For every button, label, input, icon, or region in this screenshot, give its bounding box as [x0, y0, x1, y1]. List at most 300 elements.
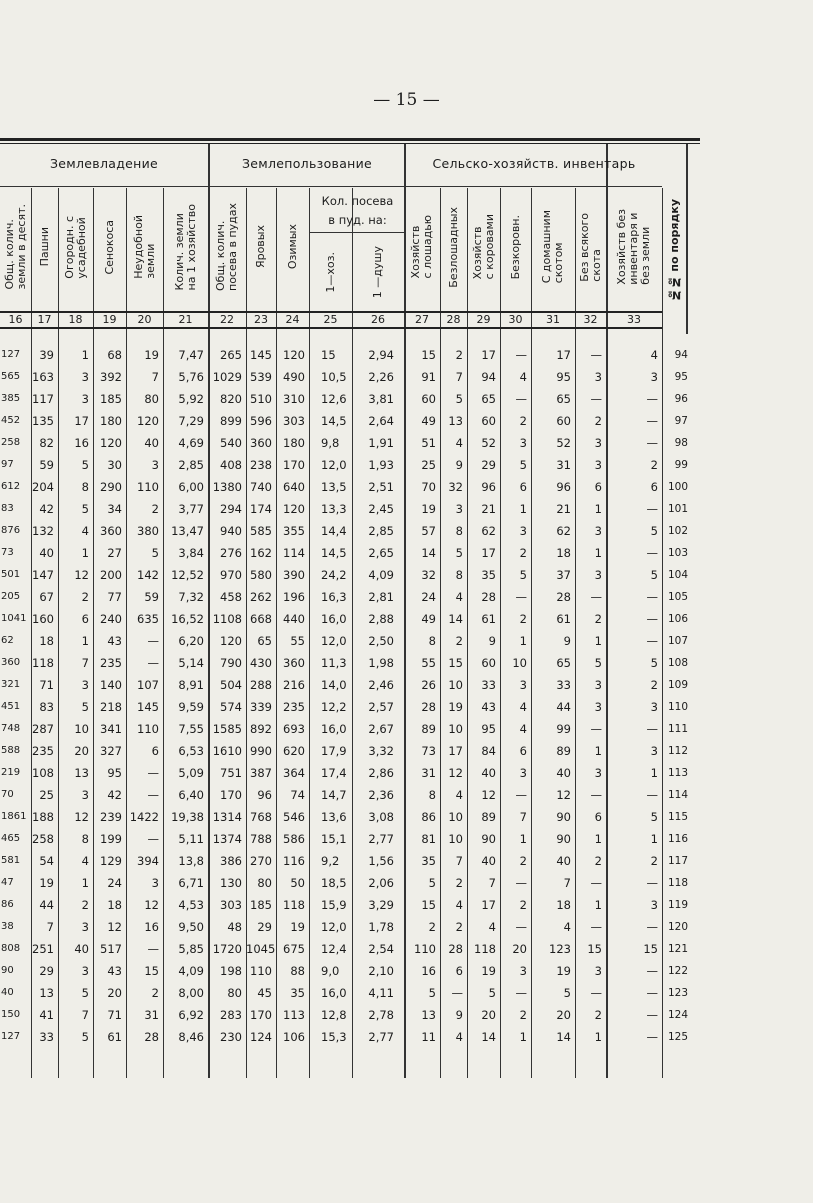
table-cell: 123 [549, 942, 571, 956]
row-number: 117 [667, 855, 688, 867]
table-cell: 6 [650, 480, 658, 494]
table-cell: 89 [556, 744, 571, 758]
table-cell: 120 [220, 634, 242, 648]
table-cell: 1 [81, 546, 89, 560]
table-cell: 790 [220, 656, 242, 670]
table-cell: 40 [39, 546, 54, 560]
table-cell: 52 [556, 436, 571, 450]
table-cell: 360 [283, 656, 305, 670]
column-header-c20 [126, 188, 163, 306]
table-cell: 15 [421, 348, 436, 362]
table-cell: 539 [250, 370, 272, 384]
table-cell: 2,46 [368, 678, 394, 692]
table-cell: — [590, 392, 602, 406]
table-cell: 88 [290, 964, 305, 978]
group-landholding: Землевладение [49, 156, 159, 171]
table-cell: 67 [39, 590, 54, 604]
table-cell: 3,77 [178, 502, 204, 516]
table-cell: 20 [74, 744, 89, 758]
table-cell: 42 [39, 502, 54, 516]
table-cell: 265 [220, 348, 242, 362]
table-cell: 10 [448, 832, 463, 846]
table-cell: 130 [220, 876, 242, 890]
row-number: 111 [667, 723, 688, 735]
table-cell: 1 [650, 766, 658, 780]
table-cell: 1 [81, 876, 89, 890]
table-cell: 180 [100, 414, 122, 428]
table-cell: 8 [455, 568, 463, 582]
table-cell: 35 [421, 854, 436, 868]
table-cell: 586 [283, 832, 305, 846]
table-cell: 341 [100, 722, 122, 736]
table-cell: 19 [39, 876, 54, 890]
row-number: 98 [674, 437, 688, 449]
table-cell: 83 [1, 503, 14, 514]
table-cell: 2 [519, 414, 527, 428]
table-cell: 96 [257, 788, 272, 802]
table-cell: 180 [283, 436, 305, 450]
table-cell: 19 [448, 700, 463, 714]
column-header-label: Общ. колич. посева в пудах [214, 203, 239, 291]
table-cell: 6,92 [178, 1008, 204, 1022]
table-cell: 3 [81, 678, 89, 692]
table-cell: 4 [81, 524, 89, 538]
table-cell: 2,65 [368, 546, 394, 560]
table-cell: 2,94 [368, 348, 394, 362]
table-cell: — [590, 920, 602, 934]
table-cell: 5 [594, 656, 602, 670]
table-cell: 440 [283, 612, 305, 626]
table-cell: 4 [455, 788, 463, 802]
table-cell: — [451, 986, 463, 1000]
table-cell: 24 [421, 590, 436, 604]
table-cell: 10 [448, 678, 463, 692]
table-cell: 5 [151, 546, 159, 560]
table-cell: 48 [227, 920, 242, 934]
table-cell: 29 [39, 964, 54, 978]
table-cell: 16,52 [171, 612, 204, 626]
table-cell: 6,40 [178, 788, 204, 802]
table-cell: 9,59 [178, 700, 204, 714]
table-cell: 6 [81, 612, 89, 626]
table-cell: 12,0 [321, 920, 347, 934]
table-cell: 339 [250, 700, 272, 714]
table-cell: 4 [455, 1030, 463, 1044]
table-cell: 1 [594, 832, 602, 846]
table-cell: 9,0 [321, 964, 340, 978]
table-cell: 43 [481, 700, 496, 714]
table-cell: 117 [32, 392, 54, 406]
table-cell: 50 [290, 876, 305, 890]
table-cell: 31 [556, 458, 571, 472]
table-cell: 80 [257, 876, 272, 890]
row-number: 108 [667, 657, 688, 669]
table-cell: 17 [74, 414, 89, 428]
column-number: 21 [178, 313, 193, 326]
table-cell: 3 [594, 458, 602, 472]
table-cell: 62 [1, 635, 14, 646]
table-cell: 16 [421, 964, 436, 978]
table-cell: 55 [290, 634, 305, 648]
table-cell: 290 [100, 480, 122, 494]
table-cell: 394 [137, 854, 159, 868]
table-cell: 7 [519, 810, 527, 824]
table-cell: — [646, 634, 658, 648]
table-cell: 12 [107, 920, 122, 934]
column-header-label: Хозяйств без инвентаря и без земли [615, 209, 652, 285]
table-cell: 60 [421, 392, 436, 406]
table-cell: 90 [1, 965, 14, 976]
table-cell: 10,5 [321, 370, 347, 384]
table-cell: 40 [1, 987, 14, 998]
table-cell: 3 [594, 700, 602, 714]
table-cell: 1,56 [368, 854, 394, 868]
table-cell: 876 [1, 525, 21, 536]
table-cell: 2,86 [368, 766, 394, 780]
column-header-c17 [31, 188, 58, 306]
table-cell: 12,0 [321, 634, 347, 648]
table-cell: 287 [32, 722, 54, 736]
table-cell: 70 [421, 480, 436, 494]
table-cell: 113 [283, 1008, 305, 1022]
table-cell: 452 [1, 415, 21, 426]
table-cell: 20 [481, 1008, 496, 1022]
table-cell: 240 [100, 612, 122, 626]
table-cell: 15 [448, 656, 463, 670]
table-cell: 4 [519, 700, 527, 714]
table-cell: 408 [220, 458, 242, 472]
table-cell: 132 [32, 524, 54, 538]
table-cell: 6,20 [178, 634, 204, 648]
table-cell: 321 [1, 679, 21, 690]
table-cell: 1585 [212, 722, 242, 736]
table-cell: 44 [556, 700, 571, 714]
column-number: 29 [476, 313, 491, 326]
table-cell: 5,85 [178, 942, 204, 956]
table-cell: 15,1 [321, 832, 347, 846]
table-cell: 15,3 [321, 1030, 347, 1044]
table-cell: 12,8 [321, 1008, 347, 1022]
row-number: 114 [667, 789, 688, 801]
table-cell: 13,5 [321, 480, 347, 494]
table-cell: 283 [220, 1008, 242, 1022]
table-cell: — [515, 788, 527, 802]
table-cell: 60 [481, 656, 496, 670]
table-cell: 32 [448, 480, 463, 494]
table-cell: 9,50 [178, 920, 204, 934]
column-number: 32 [583, 313, 598, 326]
table-cell: 8 [428, 634, 436, 648]
table-cell: 1 [519, 1030, 527, 1044]
table-cell: 5 [81, 502, 89, 516]
table-cell: 2 [81, 590, 89, 604]
column-header-c26 [352, 236, 404, 308]
table-cell: 120 [283, 348, 305, 362]
table-cell: 7 [488, 876, 496, 890]
table-cell: 3 [455, 502, 463, 516]
table-cell: — [646, 964, 658, 978]
group-rule [406, 186, 662, 187]
column-header-label: Яровых [254, 225, 267, 269]
column-header-c25 [309, 236, 352, 308]
table-cell: 80 [227, 986, 242, 1000]
column-number: 23 [254, 313, 268, 326]
table-cell: 5,09 [178, 766, 204, 780]
table-cell: 142 [137, 568, 159, 582]
table-cell: 114 [283, 546, 305, 560]
table-cell: 65 [257, 634, 272, 648]
table-cell: 13,6 [321, 810, 347, 824]
table-cell: 45 [257, 986, 272, 1000]
table-cell: 16,3 [321, 590, 347, 604]
table-cell: 12 [556, 788, 571, 802]
table-cell: 2 [594, 414, 602, 428]
column-number: 25 [323, 313, 338, 326]
table-cell: 71 [107, 1008, 122, 1022]
table-cell: — [590, 986, 602, 1000]
table-cell: 668 [250, 612, 272, 626]
table-cell: 546 [283, 810, 305, 824]
table-cell: 1108 [212, 612, 242, 626]
table-cell: 24 [107, 876, 122, 890]
column-header-c27 [404, 188, 440, 306]
table-cell: — [515, 920, 527, 934]
table-cell: 1 [594, 634, 602, 648]
column-number: 18 [68, 313, 83, 326]
column-number: 16 [8, 313, 23, 326]
table-cell: 17 [481, 348, 496, 362]
table-cell: 14,5 [321, 414, 347, 428]
table-cell: 990 [250, 744, 272, 758]
column-header-label: 1 —душу [371, 245, 384, 299]
row-number: 107 [667, 635, 688, 647]
top-rule-thin [0, 143, 700, 144]
table-cell: 3,84 [178, 546, 204, 560]
table-cell: 238 [250, 458, 272, 472]
table-cell: 16,0 [321, 722, 347, 736]
row-number: 96 [674, 393, 688, 405]
row-number: 113 [667, 767, 688, 779]
table-cell: 1314 [212, 810, 242, 824]
table-cell: 140 [100, 678, 122, 692]
table-cell: 1422 [129, 810, 159, 824]
table-cell: 170 [220, 788, 242, 802]
table-cell: 74 [290, 788, 305, 802]
table-cell: 7,29 [178, 414, 204, 428]
table-cell: 16 [74, 436, 89, 450]
table-cell: — [646, 920, 658, 934]
table-cell: 5 [428, 876, 436, 890]
table-cell: 34 [107, 502, 122, 516]
top-rule [0, 138, 700, 141]
table-cell: — [147, 766, 159, 780]
table-cell: 2 [455, 876, 463, 890]
table-cell: 57 [421, 524, 436, 538]
column-header-label: Огородн. с усадебной [62, 215, 88, 279]
table-cell: 12 [74, 810, 89, 824]
table-cell: 15 [421, 898, 436, 912]
table-cell: 2,57 [368, 700, 394, 714]
table-cell: 52 [481, 436, 496, 450]
table-cell: 15 [321, 348, 336, 362]
table-cell: 61 [107, 1030, 122, 1044]
table-cell: — [646, 1030, 658, 1044]
table-cell: 90 [556, 832, 571, 846]
table-cell: 14,5 [321, 546, 347, 560]
row-number: 118 [667, 877, 688, 889]
table-cell: 3 [650, 370, 658, 384]
table-cell: 8,46 [178, 1030, 204, 1044]
table-cell: 6 [519, 480, 527, 494]
table-cell: — [590, 722, 602, 736]
table-cell: 2 [519, 898, 527, 912]
table-cell: 31 [144, 1008, 159, 1022]
table-cell: 3,81 [368, 392, 394, 406]
table-cell: 390 [283, 568, 305, 582]
table-cell: 9 [455, 1008, 463, 1022]
table-cell: 13,3 [321, 502, 347, 516]
table-cell: 360 [250, 436, 272, 450]
table-cell: 392 [100, 370, 122, 384]
table-cell: 3 [594, 964, 602, 978]
table-cell: 20 [107, 986, 122, 1000]
table-cell: 65 [481, 392, 496, 406]
table-cell: 612 [1, 481, 21, 492]
table-cell: — [515, 392, 527, 406]
table-cell: 198 [220, 964, 242, 978]
table-cell: 95 [481, 722, 496, 736]
table-cell: 380 [137, 524, 159, 538]
table-cell: 35 [290, 986, 305, 1000]
table-cell: 204 [32, 480, 54, 494]
table-cell: 205 [1, 591, 21, 602]
table-cell: 116 [283, 854, 305, 868]
table-cell: 28 [421, 700, 436, 714]
table-cell: 25 [421, 458, 436, 472]
table-cell: 1,93 [368, 458, 394, 472]
table-cell: 3 [151, 876, 159, 890]
table-cell: 28 [144, 1030, 159, 1044]
table-cell: — [590, 348, 602, 362]
table-cell: 14,0 [321, 678, 347, 692]
column-header-label: Хозяйств с лошадью [409, 215, 434, 279]
row-number: 112 [667, 745, 688, 757]
table-cell: 2 [81, 898, 89, 912]
table-cell: 170 [283, 458, 305, 472]
table-cell: 788 [250, 832, 272, 846]
column-header-label: Без всякого скота [577, 212, 603, 282]
table-cell: 2 [519, 546, 527, 560]
table-cell: 230 [220, 1030, 242, 1044]
table-cell: 44 [39, 898, 54, 912]
table-cell: 12,6 [321, 392, 347, 406]
table-cell: 17 [556, 348, 571, 362]
table-cell: 1,91 [368, 436, 394, 450]
table-cell: 86 [421, 810, 436, 824]
table-cell: 3 [519, 678, 527, 692]
table-cell: 18 [556, 546, 571, 560]
table-cell: 1 [594, 546, 602, 560]
table-cell: 5 [455, 546, 463, 560]
table-cell: 588 [1, 745, 21, 756]
table-cell: 5 [519, 568, 527, 582]
column-header-label: Пашни [37, 227, 51, 267]
table-cell: 5 [81, 986, 89, 1000]
table-cell: 6,53 [178, 744, 204, 758]
table-cell: 4,09 [368, 568, 394, 582]
table-cell: 751 [220, 766, 242, 780]
table-cell: 13 [421, 1008, 436, 1022]
table-cell: 360 [100, 524, 122, 538]
table-cell: 10 [448, 722, 463, 736]
table-cell: 20 [512, 942, 527, 956]
table-cell: — [147, 656, 159, 670]
table-cell: — [646, 546, 658, 560]
table-cell: 510 [250, 392, 272, 406]
table-cell: 9 [455, 458, 463, 472]
column-header-label: С домашним скотом [540, 210, 565, 284]
table-cell: 6 [519, 744, 527, 758]
table-cell: 40 [556, 766, 571, 780]
table-cell: 2,77 [368, 1030, 394, 1044]
table-cell: 620 [283, 744, 305, 758]
table-cell: 1 [594, 502, 602, 516]
table-cell: 19 [144, 348, 159, 362]
group-rule [210, 186, 404, 187]
table-cell: 40 [481, 766, 496, 780]
table-cell: 1029 [212, 370, 242, 384]
table-cell: 7,32 [178, 590, 204, 604]
table-cell: 216 [283, 678, 305, 692]
table-cell: 15 [587, 942, 602, 956]
table-cell: 15 [643, 942, 658, 956]
table-cell: 17,9 [321, 744, 347, 758]
table-cell: 14 [481, 1030, 496, 1044]
table-cell: 108 [32, 766, 54, 780]
table-cell: 5 [563, 986, 571, 1000]
table-cell: 3,08 [368, 810, 394, 824]
table-cell: 15,9 [321, 898, 347, 912]
table-cell: 40 [74, 942, 89, 956]
table-cell: 8 [81, 832, 89, 846]
table-cell: 1 [650, 832, 658, 846]
table-cell: 3 [519, 964, 527, 978]
table-cell: 80 [144, 392, 159, 406]
table-cell: 99 [556, 722, 571, 736]
table-cell: 970 [220, 568, 242, 582]
column-number: 28 [446, 313, 461, 326]
table-cell: 640 [283, 480, 305, 494]
row-number-header-label: №№ по порядку [667, 199, 681, 302]
row-number: 115 [667, 811, 688, 823]
table-cell: 120 [137, 414, 159, 428]
table-cell: 185 [100, 392, 122, 406]
column-header-label: Безлошадных [446, 206, 460, 288]
row-number: 125 [667, 1031, 688, 1043]
table-cell: 199 [100, 832, 122, 846]
table-cell: 517 [100, 942, 122, 956]
table-cell: 145 [137, 700, 159, 714]
table-cell: 4 [488, 920, 496, 934]
table-cell: 1 [594, 1030, 602, 1044]
table-cell: — [646, 986, 658, 1000]
column-header-label: Неудобной земли [131, 215, 157, 279]
table-cell: 12 [144, 898, 159, 912]
table-cell: 43 [107, 634, 122, 648]
table-cell: 3 [519, 766, 527, 780]
table-cell: 25 [39, 788, 54, 802]
table-cell: 118 [283, 898, 305, 912]
